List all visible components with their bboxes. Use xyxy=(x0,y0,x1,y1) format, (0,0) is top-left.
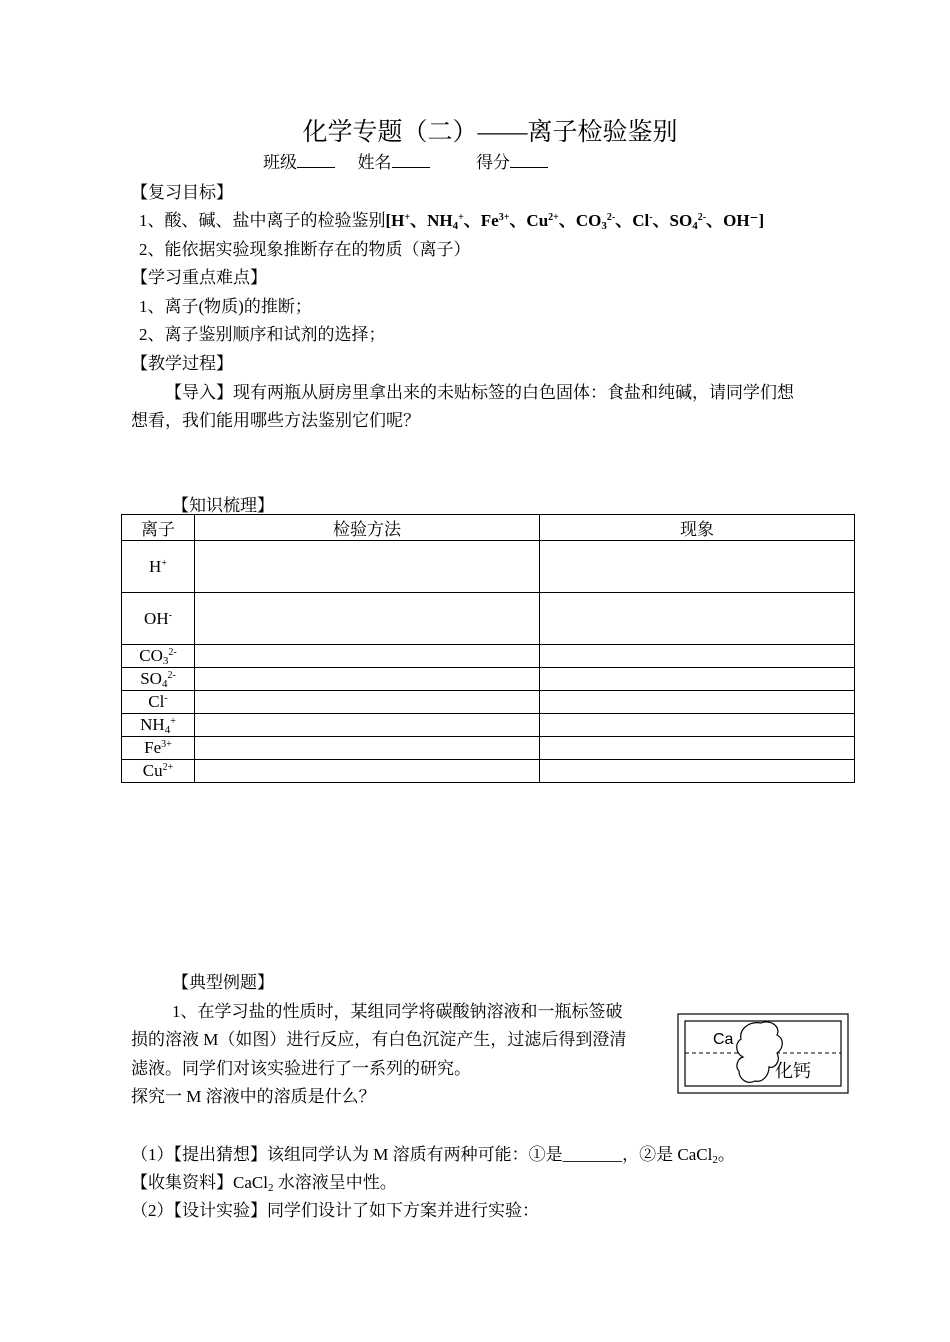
review-goal-1 xyxy=(139,206,764,231)
table-row xyxy=(122,737,855,760)
method-cell[interactable] xyxy=(195,737,540,760)
phenomenon-cell[interactable] xyxy=(540,645,855,668)
method-cell[interactable] xyxy=(195,541,540,593)
class-label: 班级 xyxy=(263,153,297,172)
phenomenon-cell[interactable] xyxy=(540,691,855,714)
examples-heading: 【典型例题】 xyxy=(172,973,274,992)
example-1-line-1: 1、在学习盐的性质时，某组同学将碳酸钠溶液和一瓶标签破 xyxy=(172,1002,623,1021)
table-row xyxy=(122,593,855,645)
page-title: 化学专题（二）——离子检验鉴别 xyxy=(302,119,678,146)
review-goal-2: 2、能依据实验现象推断存在的物质（离子） xyxy=(139,240,471,259)
column-header-method: 检验方法 xyxy=(195,515,540,541)
example-1-line-2: 损的溶液 M（如图）进行反应，有白色沉淀产生，过滤后得到澄清 xyxy=(131,1030,627,1049)
example-1-line-3: 滤液。同学们对该实验进行了一系列的研究。 xyxy=(131,1059,471,1078)
table-row xyxy=(122,760,855,783)
keypoint-1: 1、离子(物质)的推断； xyxy=(139,297,312,316)
label-text-right: 化钙 xyxy=(775,1061,811,1081)
process-heading: 【教学过程】 xyxy=(131,354,233,373)
phenomenon-cell[interactable] xyxy=(540,714,855,737)
ion-cell: $NH_4^+$ xyxy=(122,714,195,737)
phenomenon-cell[interactable] xyxy=(540,760,855,783)
review-heading: 【复习目标】 xyxy=(131,183,233,202)
label-text-left: Ca xyxy=(713,1031,734,1048)
table-header-row xyxy=(122,515,855,541)
ion-cell: H+ xyxy=(122,541,195,593)
collect-info: 【收集资料】CaCl$_2$ 水溶液呈中性。 xyxy=(131,1173,397,1194)
phenomenon-cell[interactable] xyxy=(540,593,855,645)
student-info-line xyxy=(263,148,548,173)
phenomenon-cell[interactable] xyxy=(540,541,855,593)
ion-cell: $Fe^{3+}$ xyxy=(122,737,195,760)
ion-cell: Cl- xyxy=(122,691,195,714)
table-row xyxy=(122,691,855,714)
table-row xyxy=(122,645,855,668)
question-2: （2）【设计实验】同学们设计了如下方案并进行实验： xyxy=(131,1201,539,1220)
intro-line-1: 【导入】现有两瓶从厨房里拿出来的未贴标签的白色固体：食盐和纯碱，请同学们想 xyxy=(165,383,794,402)
goal-1-ion-list: [H+、$NH_4^+$、$Fe^{3+}$、$Cu^{2+}$、$CO_3^{2-}$、Cl-、$SO_4^{2-}$、OH⁻] xyxy=(385,211,765,232)
ion-cell: OH- xyxy=(122,593,195,645)
knowledge-heading: 【知识梳理】 xyxy=(172,496,274,515)
name-blank[interactable] xyxy=(392,151,430,168)
phenomenon-cell[interactable] xyxy=(540,668,855,691)
method-cell[interactable] xyxy=(195,714,540,737)
damaged-label-figure xyxy=(677,1013,849,1094)
explore-1: 探究一 M 溶液中的溶质是什么？ xyxy=(131,1087,376,1106)
score-blank[interactable] xyxy=(510,151,548,168)
ion-cell: $CO_3^{2-}$ xyxy=(122,645,195,668)
phenomenon-cell[interactable] xyxy=(540,737,855,760)
intro-line-2: 想看，我们能用哪些方法鉴别它们呢？ xyxy=(131,411,420,430)
table-row xyxy=(122,714,855,737)
score-label: 得分 xyxy=(476,153,510,172)
name-label: 姓名 xyxy=(357,153,392,172)
table-row xyxy=(122,668,855,691)
keypoint-2: 2、离子鉴别顺序和试剂的选择； xyxy=(139,325,386,344)
method-cell[interactable] xyxy=(195,691,540,714)
keypoints-heading: 【学习重点难点】 xyxy=(131,268,267,287)
ion-cell: $Cu^{2+}$ xyxy=(122,760,195,783)
method-cell[interactable] xyxy=(195,593,540,645)
column-header-ion: 离子 xyxy=(122,515,195,541)
goal-1-text: 1、酸、碱、盐中离子的检验鉴别 xyxy=(139,211,386,230)
table-row xyxy=(122,541,855,593)
answer-blank[interactable]: _______ xyxy=(562,1145,623,1164)
method-cell[interactable] xyxy=(195,760,540,783)
method-cell[interactable] xyxy=(195,668,540,691)
question-1: （1）【提出猜想】该组同学认为 M 溶质有两种可能：①是_______，②是 CaCl$_2$。 xyxy=(131,1145,735,1166)
ion-test-table xyxy=(121,514,855,783)
class-blank[interactable] xyxy=(297,151,335,168)
column-header-phenomenon: 现象 xyxy=(540,515,855,541)
method-cell[interactable] xyxy=(195,645,540,668)
ion-cell: $SO_4^{2-}$ xyxy=(122,668,195,691)
